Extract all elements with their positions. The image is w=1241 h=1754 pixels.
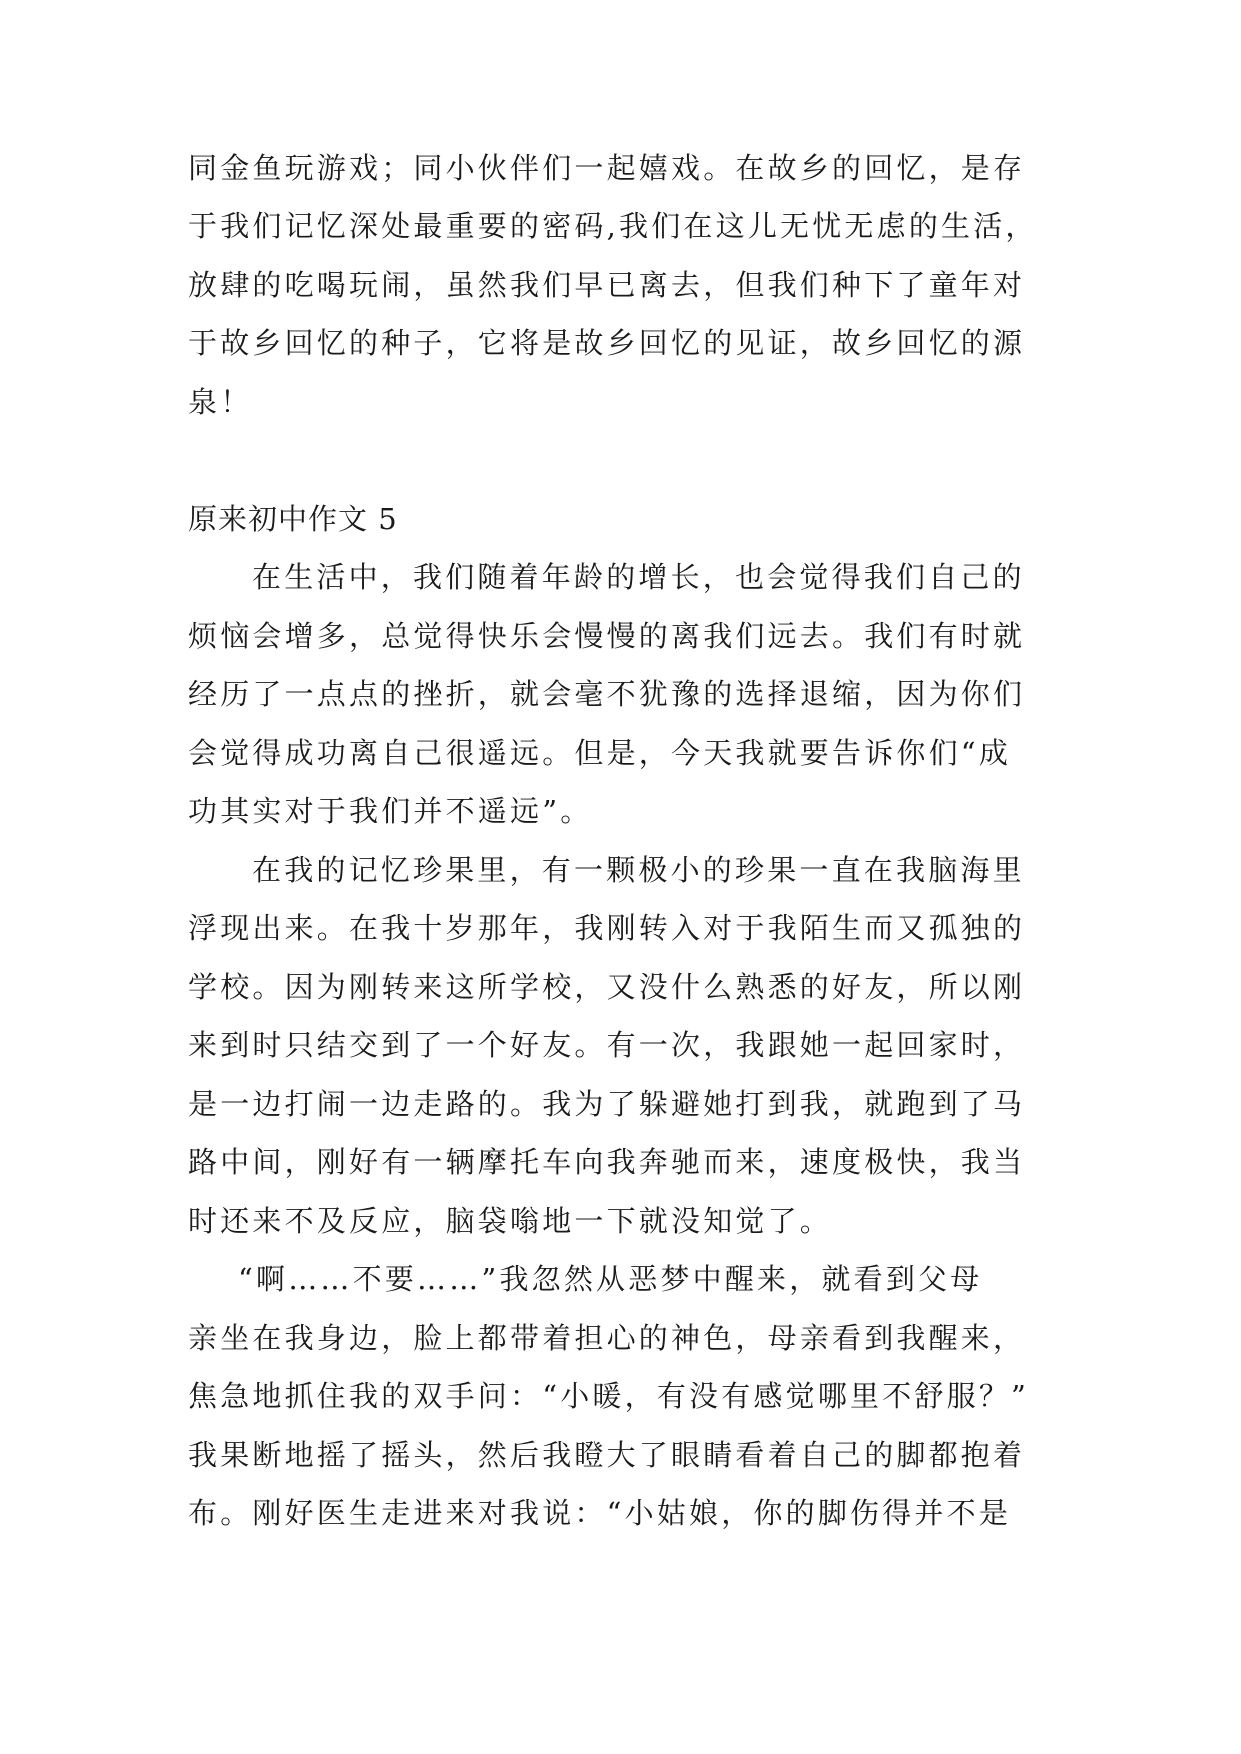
- essay-line-2: 烦恼会增多，总觉得快乐会慢慢的离我们远去。我们有时就: [188, 619, 1026, 653]
- essay-line-5: 功其实对于我们并不遥远”。: [188, 794, 593, 828]
- essay-line-15: 焦急地抓住我的双手问：“小暖，有没有感觉哪里不舒服？”: [188, 1379, 1030, 1413]
- prev-line-5: 泉！: [188, 385, 253, 419]
- essay-title: 原来初中作文 5: [188, 502, 398, 536]
- essay-line-7: 浮现出来。在我十岁那年，我刚转入对于我陌生而又孤独的: [188, 911, 1026, 945]
- prev-line-1: 同金鱼玩游戏；同小伙伴们一起嬉戏。在故乡的回忆，是存: [188, 151, 1026, 185]
- essay-line-16: 我果断地摇了摇头，然后我瞪大了眼睛看着自己的脚都抱着: [188, 1438, 1026, 1472]
- essay-line-3: 经历了一点点的挫折，就会毫不犹豫的选择退缩，因为你们: [188, 677, 1026, 711]
- prev-line-2: 于我们记忆深处最重要的密码,我们在这儿无忧无虑的生活，: [188, 209, 1038, 243]
- essay-line-14: 亲坐在我身边，脸上都带着担心的神色，母亲看到我醒来，: [188, 1321, 1026, 1355]
- essay-line-6: 在我的记忆珍果里，有一颗极小的珍果一直在我脑海里: [252, 853, 1025, 887]
- essay-line-12: 时还来不及反应，脑袋嗡地一下就没知觉了。: [188, 1204, 833, 1238]
- essay-line-17: 布。刚好医生走进来对我说：“小姑娘，你的脚伤得并不是: [188, 1496, 1012, 1530]
- essay-line-9: 来到时只结交到了一个好友。有一次，我跟她一起回家时，: [188, 1028, 1026, 1062]
- prev-line-3: 放肆的吃喝玩闹，虽然我们早已离去，但我们种下了童年对: [188, 268, 1026, 302]
- essay-line-13: “啊……不要……”我忽然从恶梦中醒来，就看到父母: [238, 1262, 983, 1296]
- essay-line-11: 路中间，刚好有一辆摩托车向我奔驰而来，速度极快，我当: [188, 1145, 1026, 1179]
- essay-line-1: 在生活中，我们随着年龄的增长，也会觉得我们自己的: [252, 560, 1025, 594]
- essay-line-10: 是一边打闹一边走路的。我为了躲避她打到我，就跑到了马: [188, 1087, 1026, 1121]
- essay-line-4: 会觉得成功离自己很遥远。但是，今天我就要告诉你们“成: [188, 736, 1012, 770]
- prev-line-4: 于故乡回忆的种子，它将是故乡回忆的见证，故乡回忆的源: [188, 326, 1026, 360]
- essay-line-8: 学校。因为刚转来这所学校，又没什么熟悉的好友，所以刚: [188, 970, 1026, 1004]
